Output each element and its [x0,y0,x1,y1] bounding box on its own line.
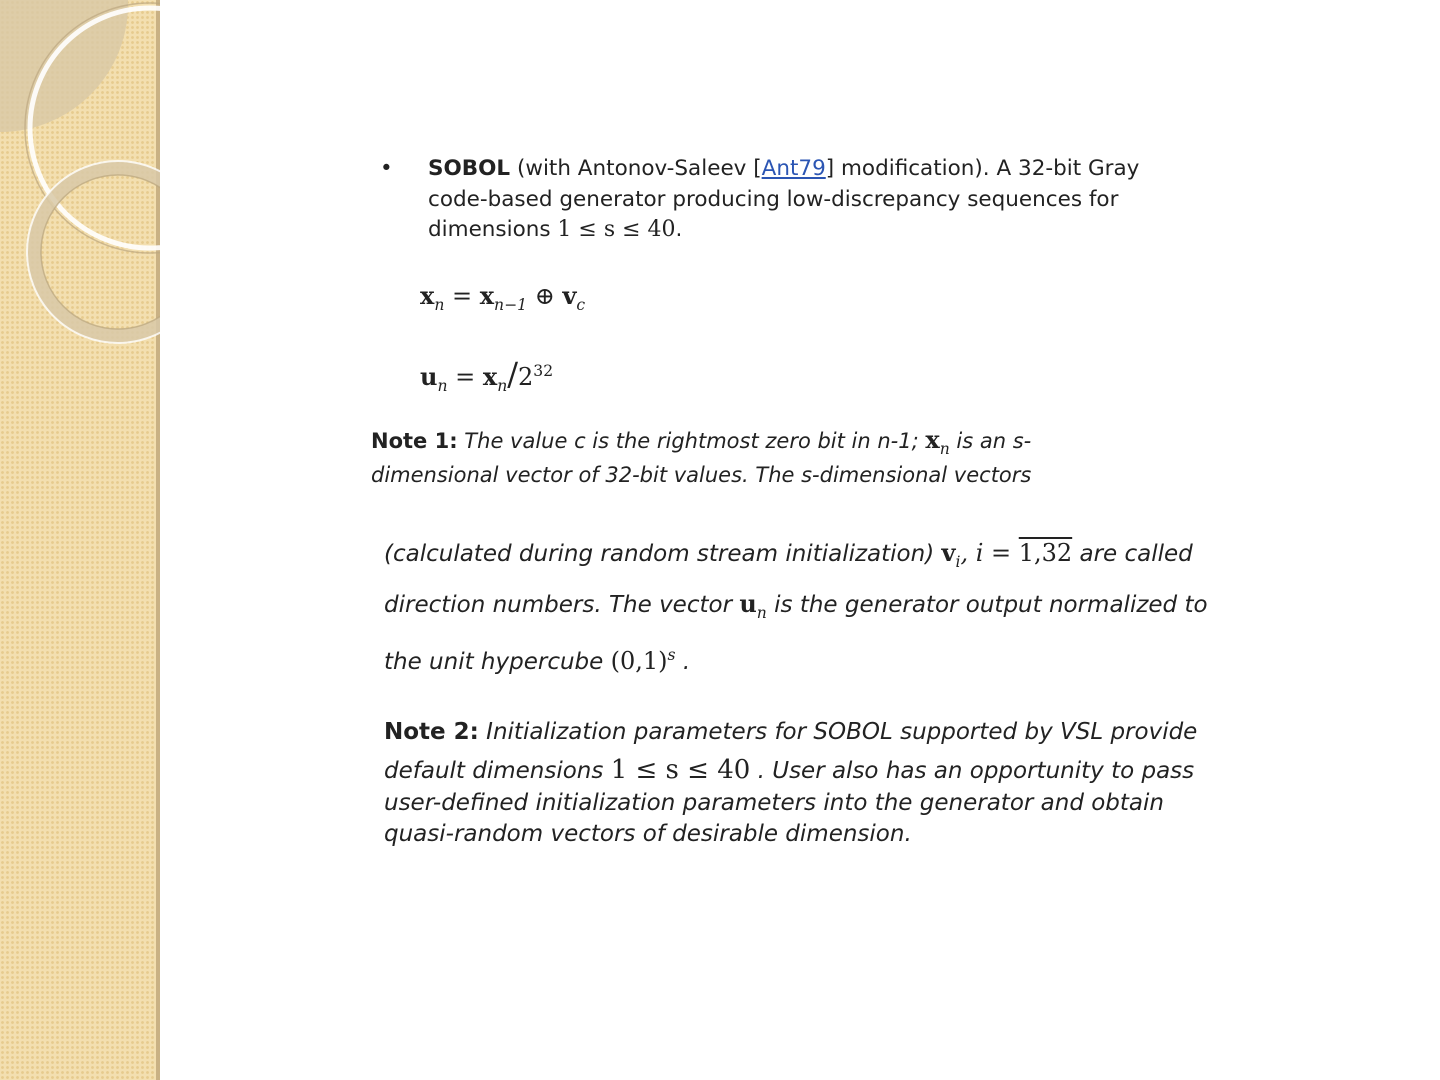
note2-label: Note 2 [384,719,470,745]
note2-line-3: user-defined initialization parameters into the generator and obtain [384,790,1164,816]
note2-line-2: default dimensions 1 ≤ s ≤ 40 . User also has an opportunity to pass [384,755,1195,785]
equation-xn: $x_n = x_{n-1}$ ⊕ $v_c$ [420,281,586,314]
note1-label: Note 1 [371,429,450,453]
bullet-line-3: dimensions 1 ≤ s ≤ 40. [428,217,683,242]
bullet-line-1: SOBOL (with Antonov-Saleev [Ant79] modification). A 32-bit Gray [428,156,1140,181]
note1-line-5: the unit hypercube $(0,1)^s$ . [384,646,691,675]
equation-un: $u_n = x_n/2^{32}$ [420,355,554,395]
note1-line-2: dimensional vector of 32-bit values. The s-dimensional vectors [371,463,1032,487]
bullet-line-2: code-based generator producing low-discrepancy sequences for [428,187,1119,212]
note1-line-3: (calculated during random stream initialization) $v_i$, i = 1,32 are called [384,538,1193,571]
note2-line-1: Note 2: Initialization parameters for SOBOL supported by VSL provide [384,719,1198,745]
bullet-marker: • [380,156,393,181]
sobol-term: SOBOL [428,156,511,181]
ant79-link[interactable]: Ant79 [761,156,826,181]
note2-line-4: quasi-random vectors of desirable dimension. [384,821,912,847]
decorative-rings [0,0,160,360]
note1-line-1: Note 1: The value c is the rightmost zero bit in n-1; $x_n$ is an s- [371,425,1032,458]
note1-line-4: direction numbers. The vector $u_n$ is the generator output normalized to [384,589,1208,622]
